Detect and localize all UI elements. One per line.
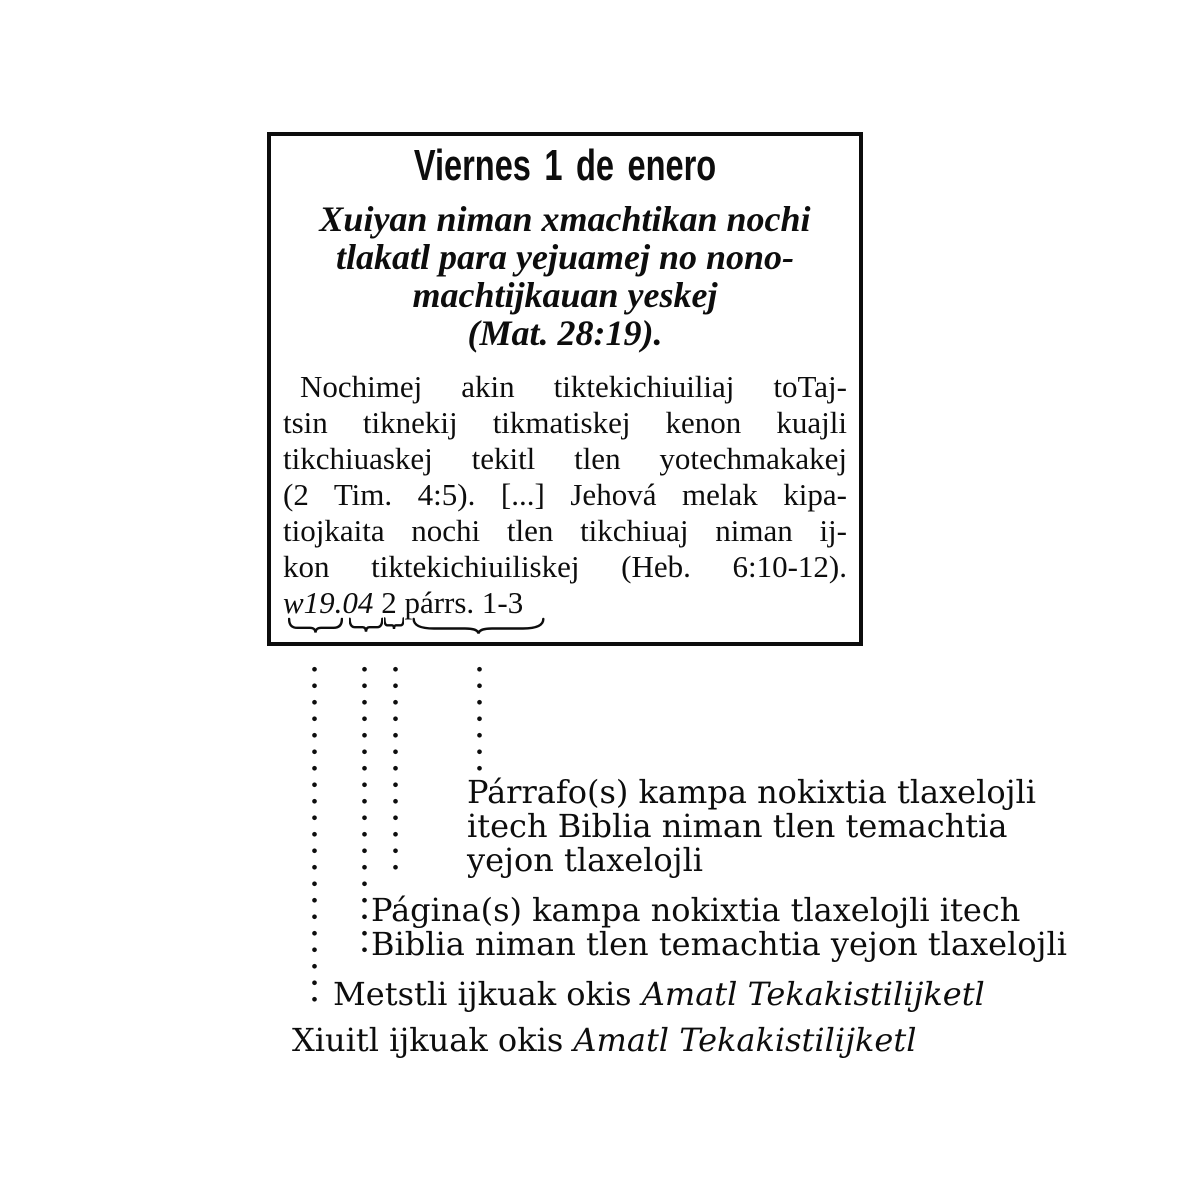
daily-text-card [267,132,863,646]
comment-line: tikchiuaskej tekitl tlen yotechmakakej [283,441,847,476]
month-dotted-leader [362,661,367,963]
comment-line: Nochimej akin tiktekichiuiliaj toTaj- [300,369,847,404]
page-underbrace-icon [384,617,404,630]
pages-label [371,893,1067,961]
year-label [292,1023,916,1057]
theme-scripture [271,200,859,352]
year-underbrace-icon [288,617,343,634]
page-paragraph-reference: 2 párrs. 1-3 [381,585,524,620]
paragraphs-dotted-leader [477,661,482,773]
year-label-line [292,1023,916,1057]
scripture-reference: (Mat. 28:19). [467,313,663,353]
month-label-line [333,977,985,1011]
publication-name: Amatl Tekakistilijketl [641,975,985,1013]
pages-label-line: Página(s) kampa nokixtia tlaxelojli itech [371,891,1021,929]
comment-line: kon tiktekichiuiliskej (Heb. 6:10-12). [283,549,847,584]
paragraphs-label [467,775,1036,877]
month-label [333,977,985,1011]
page-dotted-leader [393,661,398,875]
year-label-text: Xiuitl ijkuak okis [292,1021,574,1059]
publication-code: w19.04 [283,585,374,620]
publication-name: Amatl Tekakistilijketl [573,1021,917,1059]
paragraphs-underbrace-icon [411,617,546,635]
month-underbrace-icon [349,617,383,633]
comment-paragraph [283,369,847,621]
scripture-line: machtijkauan yeskej [412,275,718,315]
paragraphs-label-line: yejon tlaxelojli [467,841,704,879]
year-dotted-leader [312,661,317,1013]
pages-label-line: Biblia niman tlen temachtia yejon tlaxelojli [371,925,1067,963]
comment-line: (2 Tim. 4:5). [...] Jehová melak kipa- [283,477,847,512]
paragraphs-label-line: itech Biblia niman tlen temachtia [467,807,1008,845]
comment-line: tiojkaita nochi tlen tikchiuaj niman ij- [283,513,847,548]
scripture-line: tlakatl para yejuamej no nono- [335,237,795,277]
citation-line [283,585,847,621]
comment-line: tsin tiknekij tikmatiskej kenon kuajli [283,405,847,440]
scripture-line: Xuiyan niman xmachtikan nochi [319,199,811,239]
date-heading: Viernes 1 de enero [413,141,717,190]
paragraphs-label-line: Párrafo(s) kampa nokixtia tlaxelojli [467,773,1036,811]
month-label-text: Metstli ijkuak okis [333,975,642,1013]
